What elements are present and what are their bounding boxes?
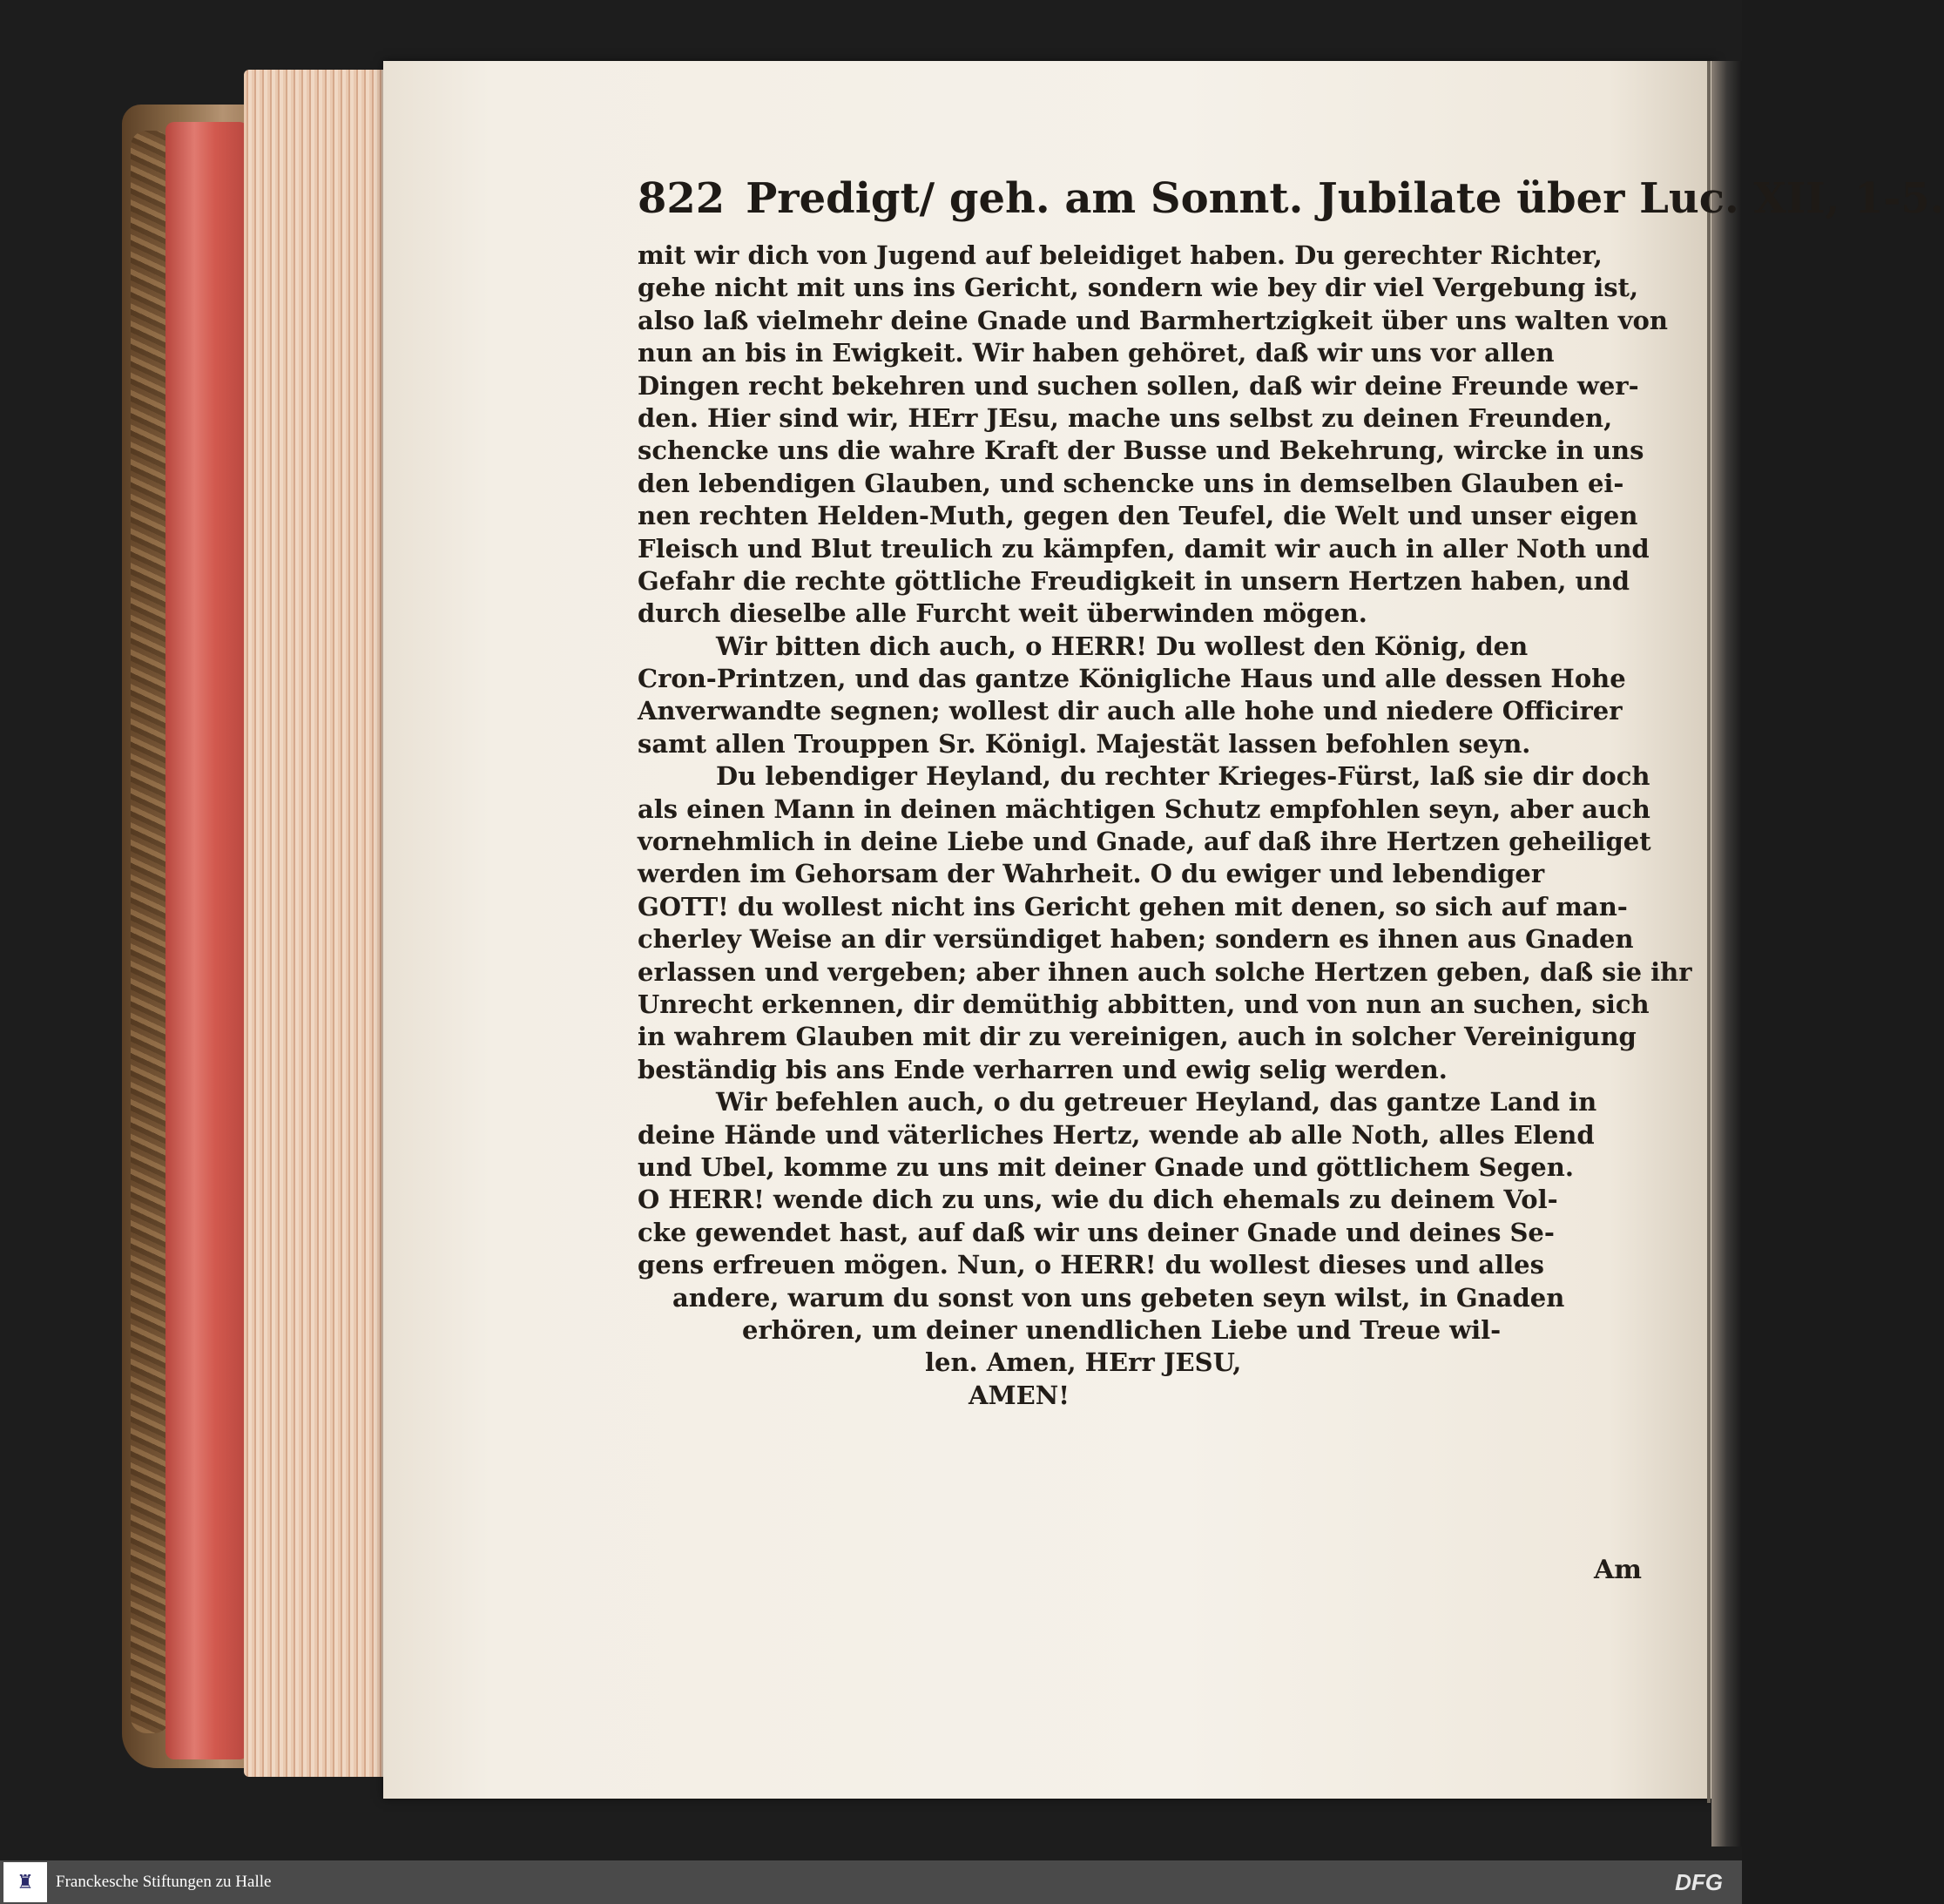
facing-page-edge [1711,61,1742,1847]
marbled-binding [131,131,170,1733]
text-line: deine Hände und väterliches Hertz, wende ab alle Noth, alles Elend [638,1119,1595,1150]
page-stack-edge [244,70,396,1777]
text-line: also laß vielmehr deine Gnade und Barmhertzigkeit über uns walten von [638,305,1668,335]
text-line: den lebendigen Glauben, und schencke uns in demselben Glauben ei- [638,468,1624,498]
red-page-edge [165,122,248,1759]
text-line: schencke uns die wahre Kraft der Busse und Bekehrung, wircke in uns [638,435,1644,466]
institution-logo-icon: ♜ [3,1862,47,1902]
viewer-footer [0,1860,1742,1904]
text-line: andere, warum du sonst von uns gebeten seyn wilst, in Gnaden [672,1282,1565,1313]
text-line: Unrecht erkennen, dir demüthig abbitten, und von nun an suchen, sich [638,989,1650,1019]
text-line: erlassen und vergeben; aber ihnen auch solche Hertzen geben, daß sie ihr [638,956,1692,987]
text-line: nun an bis in Ewigkeit. Wir haben gehöret, daß wir uns vor allen [638,338,1555,368]
text-line: Dingen recht bekehren und suchen sollen, daß wir deine Freunde wer- [638,370,1639,401]
text-line: Anverwandte segnen; wollest dir auch alle hohe und niedere Officirer [638,696,1623,726]
text-line: vornehmlich in deine Liebe und Gnade, auf daß ihre Hertzen geheiliget [638,827,1651,857]
text-line: Cron-Printzen, und das gantze Königliche Haus und alle dessen Hohe [638,664,1626,694]
institution-name: Franckesche Stiftungen zu Halle [56,1873,272,1891]
text-line: in wahrem Glauben mit dir zu vereinigen, auch in solcher Vereinigung [638,1022,1637,1052]
text-line: nen rechten Helden-Muth, gegen den Teufel, die Welt und unser eigen [638,501,1638,531]
text-line: GOTT! du wollest nicht ins Gericht gehen mit denen, so sich auf man- [638,891,1628,922]
text-line: gehe nicht mit uns ins Gericht, sondern wie bey dir viel Vergebung ist, [638,273,1639,303]
running-header [638,174,1944,223]
text-line: Wir bitten dich auch, o HERR! Du wollest den König, den [716,631,1529,661]
text-line: beständig bis ans Ende verharren und ewig selig werden. [638,1054,1448,1084]
text-line: cke gewendet hast, auf daß wir uns deiner Gnade und deines Se- [638,1217,1555,1247]
text-line: werden im Gehorsam der Wahrheit. O du ewiger und lebendiger [638,859,1545,889]
text-line: samt allen Trouppen Sr. Königl. Majestät lassen befohlen seyn. [638,728,1531,759]
text-line: AMEN! [969,1380,1070,1410]
text-line: und Ubel, komme zu uns mit deiner Gnade und göttlichem Segen. [638,1151,1574,1182]
dfg-logo: DFG [1675,1869,1723,1895]
catchword: Am [1594,1555,1643,1585]
text-line: durch dieselbe alle Furcht weit überwinden mögen. [638,598,1367,629]
gutter-line [1707,61,1711,1803]
text-line: mit wir dich von Jugend auf beleidiget haben. Du gerechter Richter, [638,240,1603,270]
text-line: Wir befehlen auch, o du getreuer Heyland, das gantze Land in [716,1087,1597,1117]
text-line: den. Hier sind wir, HErr JEsu, mache uns selbst zu deinen Freunden, [638,402,1613,433]
text-line: O HERR! wende dich zu uns, wie du dich ehemals zu deinem Vol- [638,1185,1558,1215]
text-line: Du lebendiger Heyland, du rechter Krieges-Fürst, laß sie dir doch [716,761,1650,792]
text-line: Fleisch und Blut treulich zu kämpfen, damit wir auch in aller Noth und [638,533,1650,564]
page-number: 822 [638,174,726,223]
text-line: gens erfreuen mögen. Nun, o HERR! du wollest dieses und alles [638,1250,1544,1280]
text-line: Gefahr die rechte göttliche Freudigkeit in unsern Hertzen haben, und [638,565,1630,596]
text-line: len. Amen, HErr JESU, [925,1347,1242,1378]
running-head-title: Predigt/ geh. am Sonnt. Jubilate über Luc. XII, 1-5. [746,174,1944,223]
body-text [638,240,1692,1412]
text-line: cherley Weise an dir versündiget haben; sondern es ihnen aus Gnaden [638,924,1634,955]
text-line: als einen Mann in deinen mächtigen Schutz empfohlen seyn, aber auch [638,793,1650,824]
text-line: erhören, um deiner unendlichen Liebe und Treue wil- [742,1314,1502,1345]
